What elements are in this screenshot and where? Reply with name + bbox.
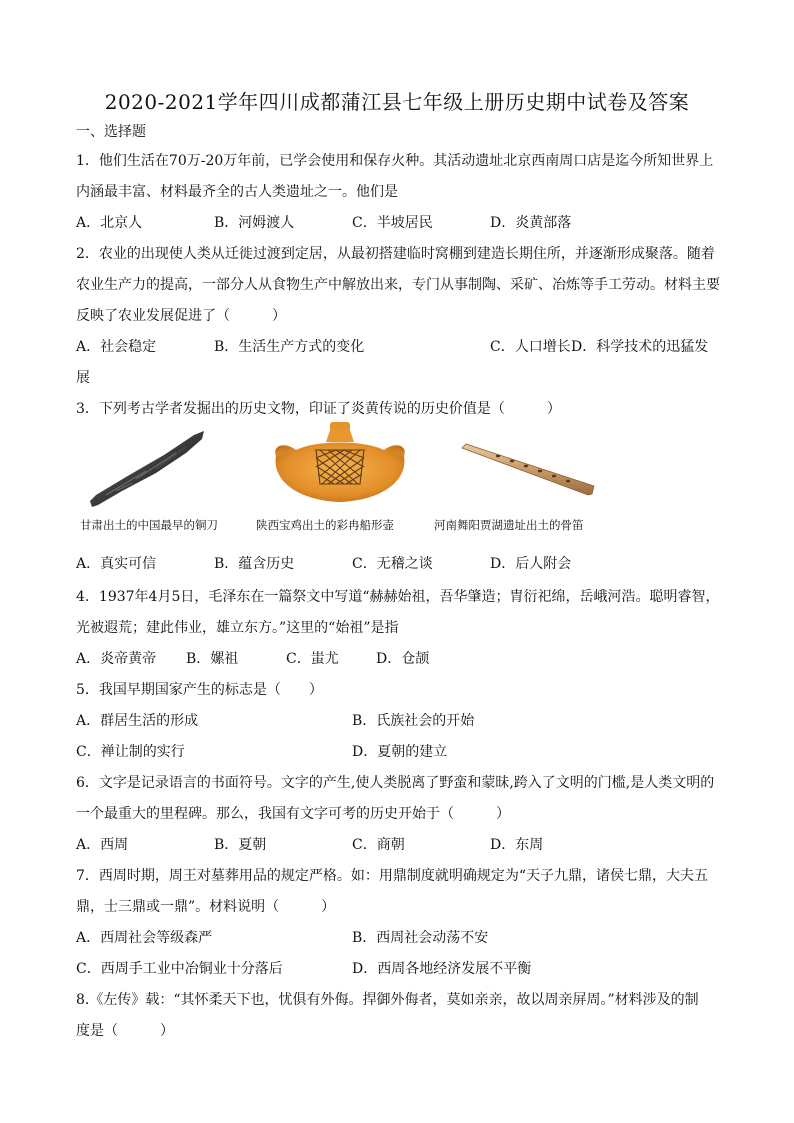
q5-option-b: B．氏族社会的开始 [352, 713, 475, 729]
question-6-text-cont: 一个最重大的里程碑。那么，我国有文字可考的历史开始于（ ） [76, 806, 510, 822]
q4-option-c: C．蚩尤 [286, 651, 339, 667]
q3-option-b: B．蕴含历史 [214, 556, 295, 572]
q2-option-b: B．生活生产方式的变化 [214, 339, 365, 355]
q1-option-d: D．炎黄部落 [490, 215, 572, 231]
question-4-text-cont: 光被遐荒；建此伟业，雄立东方。”这里的“始祖”是指 [76, 620, 399, 636]
q3-option-c: C．无稽之谈 [352, 556, 433, 572]
caption-bone-flute: 河南舞阳贾湖遗址出土的骨笛 [434, 518, 584, 532]
question-8-text-cont: 度是（ ） [76, 1023, 174, 1039]
question-4-text: 4．1937年4月5日，毛泽东在一篇祭文中写道“赫赫始祖，吾华肇造；胄衍祀绵，岳峨河浩。聪明睿智， [76, 589, 720, 605]
q4-option-b: B．嫘祖 [186, 651, 239, 667]
q6-option-c: C．商朝 [352, 837, 405, 853]
q5-option-a: A．群居生活的形成 [76, 713, 199, 729]
q1-option-b: B．河姆渡人 [214, 215, 295, 231]
question-1-text-cont: 内涵最丰富、材料最齐全的古人类遗址之一。他们是 [76, 184, 398, 200]
question-8-text: 8.《左传》载：“其怀柔天下也，忧俱有外侮。捍御外侮者，莫如亲亲，故以周亲屏周。”材料涉及的制 [76, 992, 699, 1008]
caption-bronze-knife: 甘肃出土的中国最早的铜刀 [80, 518, 218, 532]
question-1-text: 1．他们生活在70万-20万年前，已学会使用和保存火种。其活动遗址北京西南周口店是迄今所知世界上 [76, 153, 714, 169]
q3-option-d: D．后人附会 [490, 556, 572, 572]
q1-option-a: A．北京人 [76, 215, 143, 231]
q6-option-b: B．夏朝 [214, 837, 267, 853]
question-3-text: 3．下列考古学者发掘出的历史文物，印证了炎黄传说的历史价值是（ ） [76, 401, 561, 417]
q6-option-a: A．西周 [76, 837, 129, 853]
question-6-text: 6．文字是记录语言的书面符号。文字的产生,使人类脱离了野蛮和蒙昧,跨入了文明的门槛,是人类文明的 [76, 775, 715, 791]
bone-flute-image [458, 440, 598, 500]
q7-option-d: D．西周各地经济发展不平衡 [352, 961, 532, 977]
painted-boat-pot-image [268, 420, 412, 506]
q3-option-a: A．真实可信 [76, 556, 157, 572]
section-heading: 一、选择题 [76, 124, 146, 140]
question-2-text: 2．农业的出现使人类从迁徙过渡到定居，从最初搭建临时窝棚到建造长期住所，并逐渐形成聚落。随着 [76, 246, 715, 262]
caption-boat-pot: 陕西宝鸡出土的彩冉船形壶 [256, 518, 394, 532]
q7-option-c: C．西周手工业中冶铜业十分落后 [76, 961, 283, 977]
q2-option-c: C．人口增长 [490, 339, 571, 355]
q2-option-d: D．科学技术的迅猛发 [571, 339, 709, 355]
q6-option-d: D．东周 [490, 837, 544, 853]
q2-option-d-wrap: 展 [76, 370, 90, 386]
question-7-text: 7．西周时期，周王对墓葬用品的规定严格。如：用鼎制度就明确规定为“天子九鼎，诸侯七鼎，大夫五 [76, 868, 709, 884]
question-2-text-cont2: 反映了农业发展促进了（ ） [76, 308, 286, 324]
q7-option-b: B．西周社会动荡不安 [352, 930, 489, 946]
page-title: 2020-2021学年四川成都蒲江县七年级上册历史期中试卷及答案 [104, 90, 690, 114]
q7-option-a: A．西周社会等级森严 [76, 930, 213, 946]
bronze-knife-image [86, 425, 208, 511]
q4-option-d: D．仓颉 [376, 651, 430, 667]
question-5-text: 5．我国早期国家产生的标志是（ ） [76, 682, 323, 698]
q4-option-a: A．炎帝黄帝 [76, 651, 157, 667]
question-2-text-cont: 农业生产力的提高，一部分人从食物生产中解放出来，专门从事制陶、采矿、冶炼等手工劳动。材料主要 [76, 277, 720, 293]
q5-option-c: C．禅让制的实行 [76, 744, 185, 760]
q5-option-d: D．夏朝的建立 [352, 744, 448, 760]
question-7-text-cont: 鼎，士三鼎或一鼎”。材料说明（ ） [76, 899, 336, 915]
q1-option-c: C．半坡居民 [352, 215, 433, 231]
q2-option-a: A．社会稳定 [76, 339, 157, 355]
